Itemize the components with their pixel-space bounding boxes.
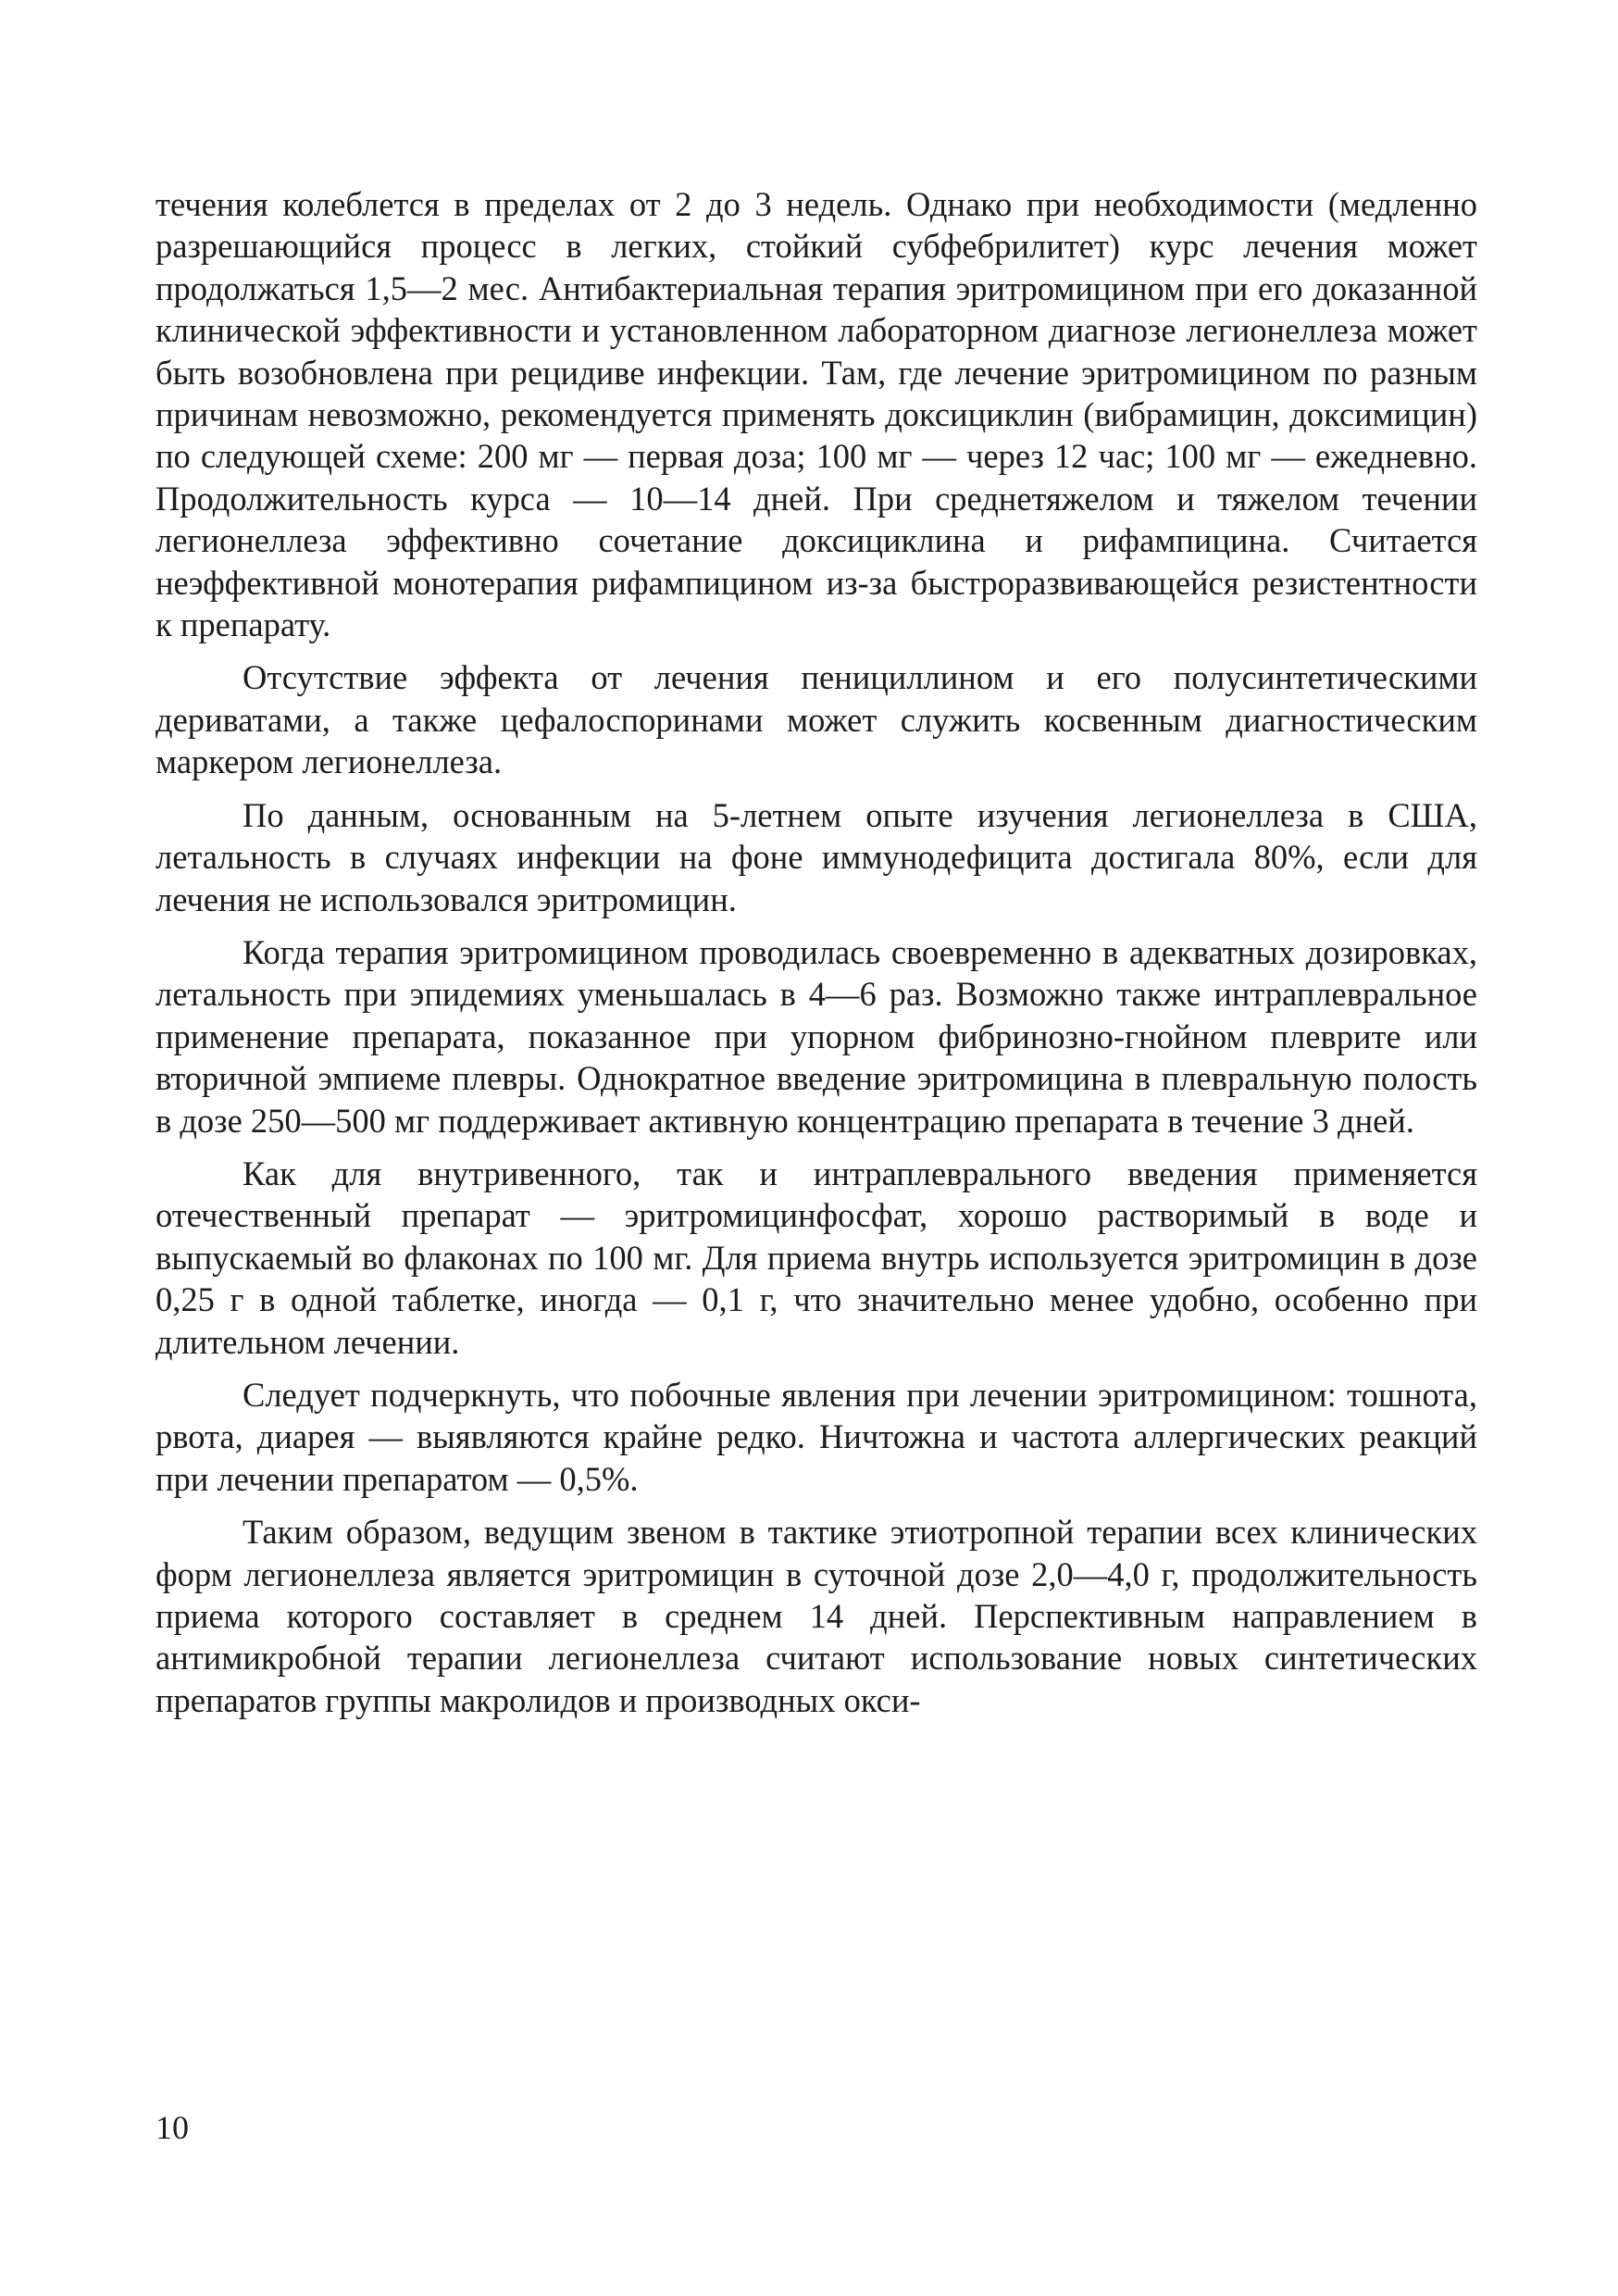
paragraph-3: По данным, основанным на 5-летнем опыте изучения легионеллеза в США, летальность в случаях инфекции на фоне иммунодефицита достигала 80%, если для лечения не использовался эритромицин. <box>156 795 1477 918</box>
paragraph-5: Как для внутривенного, так и интраплеврального введения применяется отечественный препарат — эритромицинфосфат, хорошо растворимый в воде и выпускаемый во флаконах по 100 мг. Для приема внутрь используется эритромицин в дозе 0,25 г в одной таблетке, иногда — 0,1 г, что значительно менее удобно, особенно при длительном лечении. <box>156 1154 1477 1361</box>
paragraph-7: Таким образом, ведущим звеном в тактике этиотропной терапии всех клинических форм легионеллеза является эритромицин в суточной дозе 2,0—4,0 г, продолжительность приема которого составляет в среднем 14 дней. Перспективным направлением в антимикробной терапии легионеллеза считают использование новых синтетических препаратов группы макролидов и производных окси- <box>156 1513 1477 1719</box>
paragraph-1: течения колеблется в пределах от 2 до 3 недель. Однако при необходимости (медленно разрешающийся процесс в легких, стойкий субфебрилитет) курс лечения может продолжаться 1,5—2 мес. Антибактериальная терапия эритромицином при его доказанной клинической эффективности и установленном лабораторном диагнозе легионеллеза может быть возобновлена при рецидиве инфекции. Там, где лечение эритромицином по разным причинам невозможно, рекомендуется применять доксициклин (вибрамицин, доксимицин) по следующей схеме: 200 мг — первая доза; 100 мг — через 12 час; 100 мг — ежедневно. Продолжительность курса — 10—14 дней. При среднетяжелом и тяжелом течении легионеллеза эффективно сочетание доксициклина и рифампицина. Считается неэффективной монотерапия рифампицином из-за быстроразвивающейся резистентности к препарату. <box>156 185 1477 644</box>
page-number: 10 <box>156 2109 189 2146</box>
paragraph-4: Когда терапия эритромицином проводилась своевременно в адекватных дозировках, летальность при эпидемиях уменьшалась в 4—6 раз. Возможно также интраплевральное применение препарата, показанное при упорном фибринозно-гнойном плеврите или вторичной эмпиеме плевры. Однократное введение эритромицина в плевральную полость в дозе 250—500 мг поддерживает активную концентрацию препарата в течение 3 дней. <box>156 932 1477 1140</box>
paragraph-2: Отсутствие эффекта от лечения пенициллином и его полусинтетическими дериватами, а также цефалоспоринами может служить косвенным диагностическим маркером легионеллеза. <box>156 658 1477 781</box>
body-text <box>156 183 1477 1732</box>
paragraph-6: Следует подчеркнуть, что побочные явления при лечении эритромицином: тошнота, рвота, диарея — выявляются крайне редко. Ничтожна и частота аллергических реакций при лечении препаратом — 0,5%. <box>156 1375 1477 1498</box>
